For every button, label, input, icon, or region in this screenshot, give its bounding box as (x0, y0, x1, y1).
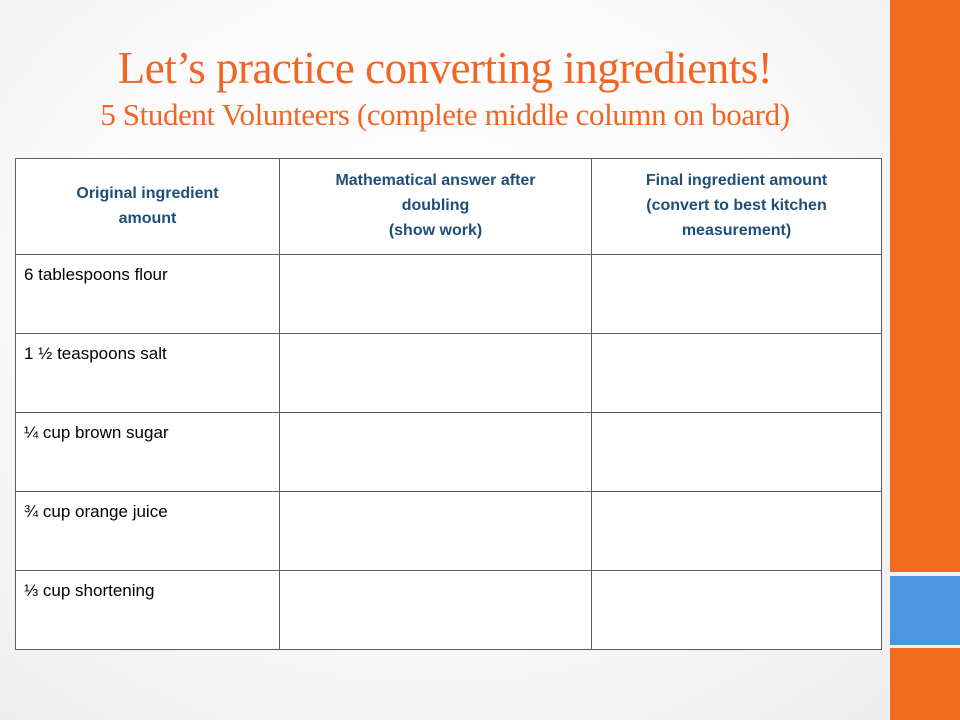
ingredient-cell: ¾ cup orange juice (16, 492, 280, 571)
final-amount-cell (592, 492, 882, 571)
sidebar-blue-band (890, 576, 960, 645)
header-mathematical-answer-line-2: doubling (401, 197, 470, 215)
final-amount-cell (592, 334, 882, 413)
final-amount-cell (592, 571, 882, 650)
sidebar-orange-top-band (890, 0, 960, 572)
slide-title: Let’s practice converting ingredients! (117, 43, 773, 93)
doubled-answer-cell (280, 492, 592, 571)
final-amount-cell (592, 413, 882, 492)
doubled-answer-cell (280, 334, 592, 413)
table-row (16, 571, 882, 650)
header-original-amount-line-1: Original ingredient (76, 184, 219, 202)
doubled-answer-cell (280, 413, 592, 492)
header-mathematical-answer-line-1: Mathematical answer after (335, 172, 536, 190)
conversion-table-wrapper (15, 158, 881, 650)
header-original-amount-line-2: amount (118, 209, 177, 227)
sidebar-gap-top (890, 572, 960, 575)
header-final-amount-line-1: Final ingredient amount (645, 172, 828, 190)
table-row (16, 334, 882, 413)
header-mathematical-answer (280, 159, 592, 255)
slide-subtitle: 5 Student Volunteers (complete middle column on board) (100, 97, 790, 132)
table-row (16, 492, 882, 571)
header-mathematical-answer-line-3: (show work) (388, 221, 483, 239)
header-final-amount-line-3: measurement) (681, 221, 792, 239)
title-block (0, 43, 890, 132)
ingredient-cell: ⅓ cup shortening (16, 571, 280, 650)
header-original-amount (16, 159, 280, 255)
table-header-row (16, 159, 882, 255)
ingredient-cell: 6 tablespoons flour (16, 255, 280, 334)
header-final-amount-line-2: (convert to best kitchen (646, 197, 827, 215)
decorative-sidebar (890, 0, 960, 720)
table-row (16, 255, 882, 334)
sidebar-orange-bottom-band (890, 648, 960, 720)
doubled-answer-cell (280, 571, 592, 650)
ingredient-cell: ¼ cup brown sugar (16, 413, 280, 492)
doubled-answer-cell (280, 255, 592, 334)
ingredient-cell: 1 ½ teaspoons salt (16, 334, 280, 413)
final-amount-cell (592, 255, 882, 334)
table-row (16, 413, 882, 492)
header-final-amount (592, 159, 882, 255)
conversion-table (15, 158, 882, 650)
